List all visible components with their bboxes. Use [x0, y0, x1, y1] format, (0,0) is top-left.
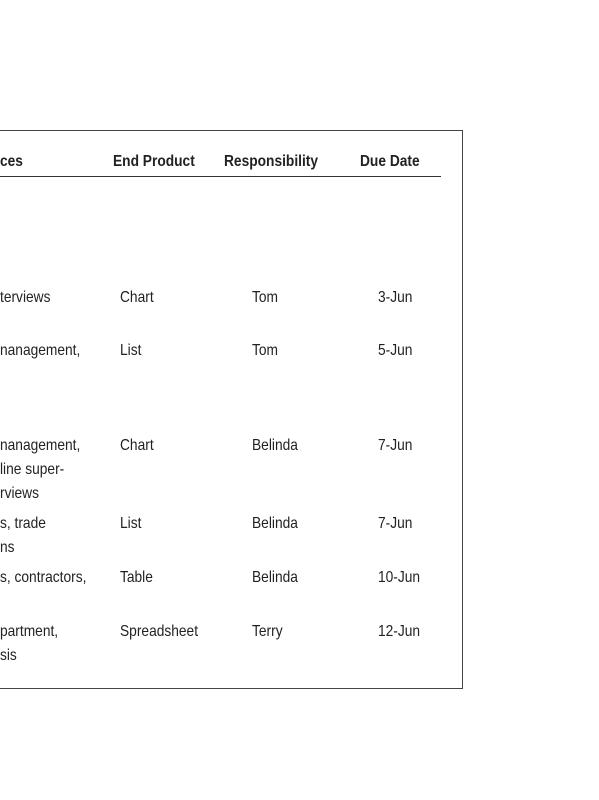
row-5-responsibility: Terry	[252, 623, 283, 640]
row-2-resources-line-2: rviews	[0, 485, 39, 502]
row-3-end-product: List	[120, 515, 142, 532]
header-resources: ces	[0, 153, 23, 170]
row-1-due-date: 5-Jun	[378, 342, 413, 359]
row-2-due-date: 7-Jun	[378, 437, 413, 454]
row-1-end-product: List	[120, 342, 142, 359]
header-due-date: Due Date	[360, 153, 420, 170]
row-3-resources-line-1: ns	[0, 539, 15, 556]
row-2-resources-line-0: nanagement,	[0, 437, 81, 454]
row-2-resources-line-1: line super-	[0, 461, 65, 478]
row-3-resources-line-0: s, trade	[0, 515, 46, 532]
row-0-responsibility: Tom	[252, 289, 279, 306]
row-3-responsibility: Belinda	[252, 515, 298, 532]
table-frame	[0, 130, 463, 689]
row-1-resources-line-0: nanagement,	[0, 342, 81, 359]
row-1-responsibility: Tom	[252, 342, 279, 359]
header-rule	[0, 176, 441, 177]
row-4-due-date: 10-Jun	[378, 569, 421, 586]
row-0-end-product: Chart	[120, 289, 154, 306]
row-0-resources-line-0: terviews	[0, 289, 51, 306]
row-5-resources-line-0: partment,	[0, 623, 59, 640]
header-responsibility: Responsibility	[224, 153, 319, 170]
row-5-due-date: 12-Jun	[378, 623, 421, 640]
row-0-due-date: 3-Jun	[378, 289, 413, 306]
header-end-product: End Product	[113, 153, 195, 170]
row-4-responsibility: Belinda	[252, 569, 298, 586]
row-5-resources-line-1: sis	[0, 647, 17, 664]
row-4-resources-line-0: s, contractors,	[0, 569, 87, 586]
row-2-responsibility: Belinda	[252, 437, 298, 454]
row-3-due-date: 7-Jun	[378, 515, 413, 532]
row-5-end-product: Spreadsheet	[120, 623, 199, 640]
row-4-end-product: Table	[120, 569, 153, 586]
row-2-end-product: Chart	[120, 437, 154, 454]
